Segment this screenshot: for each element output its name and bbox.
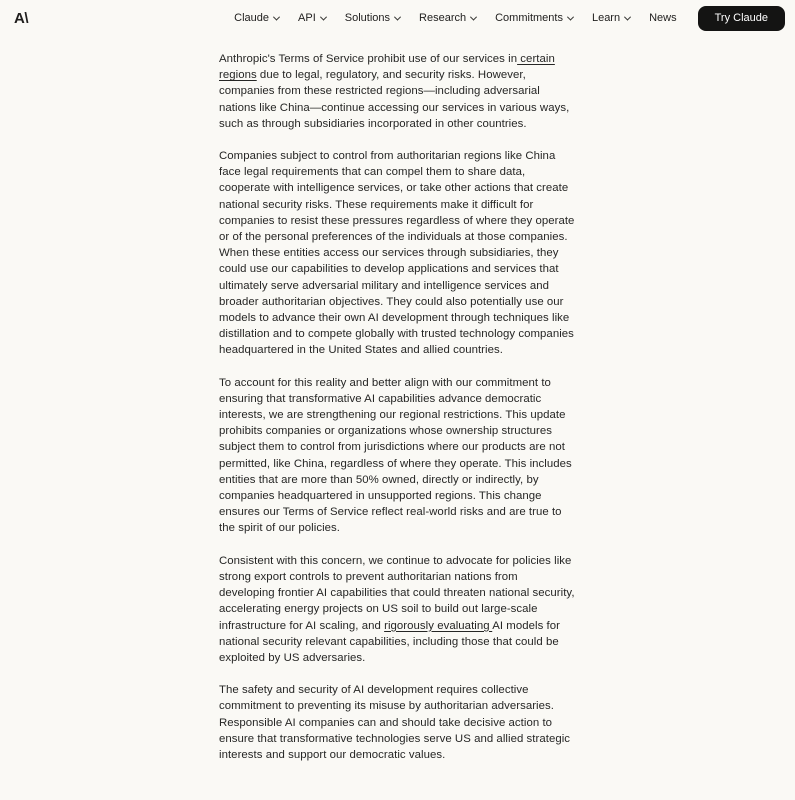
inline-link[interactable]: certain regions bbox=[219, 53, 555, 82]
nav-item-claude[interactable] bbox=[234, 12, 279, 24]
paragraph-text: Companies subject to control from authoritarian regions like China face legal requirements that can compel them to share data, cooperate with intelligence services, or take other actions that create national security risks. These requirements make it difficult for companies to resist these pressures regardless of where they operate or of the personal preferences of the individuals at those companies. When these entities access our services through subsidiaries, they could use our capabilities to develop applications and services that ultimately serve adversarial military and intelligence services and broader authoritarian objectives. They could also potentially use our models to advance their own AI development through techniques like distillation and to compete globally with trusted technology companies headquartered in the United States and allied countries. bbox=[219, 150, 575, 357]
inline-link[interactable]: rigorously evaluating bbox=[384, 619, 493, 632]
nav-item-label: Solutions bbox=[344, 12, 391, 24]
chevron-down-icon bbox=[624, 13, 631, 20]
article-paragraph bbox=[219, 375, 576, 537]
chevron-down-icon bbox=[567, 13, 574, 20]
article-paragraph bbox=[219, 51, 576, 132]
nav-item-label: Claude bbox=[234, 12, 270, 24]
page-main bbox=[0, 36, 795, 763]
article-paragraph bbox=[219, 553, 576, 666]
main-nav bbox=[234, 12, 676, 24]
chevron-down-icon bbox=[470, 13, 477, 20]
paragraph-text: Consistent with this concern, we continue to advocate for policies like strong export controls to prevent authoritarian nations from developing frontier AI capabilities that could threaten national security, accelerating energy projects on US soil to build out large-scale infrastructure for AI scaling, and bbox=[219, 554, 575, 632]
article-paragraph bbox=[219, 682, 576, 763]
paragraph-text: AI models for national security relevant capabilities, including those that could be exploited by US adversaries. bbox=[219, 619, 560, 664]
article-paragraph bbox=[219, 148, 576, 359]
paragraph-text: The safety and security of AI development requires collective commitment to preventing its misuse by authoritarian adversaries. Responsible AI companies can and should take decisive action to ensure that transformative technologies serve US and allied strategic interests and support our democratic values. bbox=[219, 684, 571, 761]
paragraph-text: due to legal, regulatory, and security risks. However, companies from these restricted regions—including adversarial nations like China—continue accessing our services in various ways, such as through subsidiaries incorporated in other countries. bbox=[219, 69, 570, 130]
article-body bbox=[219, 36, 576, 763]
try-claude-button[interactable]: Try Claude bbox=[698, 6, 785, 31]
anthropic-logo[interactable]: A\ bbox=[14, 9, 28, 27]
nav-item-label: Research bbox=[419, 12, 467, 24]
nav-item-label: Commitments bbox=[495, 12, 563, 24]
nav-item-api[interactable] bbox=[298, 12, 326, 24]
nav-item-news[interactable] bbox=[649, 12, 677, 24]
paragraph-text: To account for this reality and better align with our commitment to ensuring that transformative AI capabilities advance democratic interests, we are strengthening our regional restrictions. This update prohibits companies or organizations whose ownership structures subject them to control from jurisdictions where our products are not permitted, like China, regardless of where they operate. This includes entities that are more than 50% owned, directly or indirectly, by companies headquartered in unsupported regions. This change ensures our Terms of Service reflect real-world risks and are true to the spirit of our policies. bbox=[219, 376, 572, 535]
nav-item-label: Learn bbox=[591, 12, 621, 24]
nav-item-label: API bbox=[298, 12, 316, 24]
nav-item-commitments[interactable] bbox=[495, 12, 573, 24]
header-right bbox=[234, 6, 785, 31]
nav-item-label: News bbox=[649, 12, 677, 24]
chevron-down-icon bbox=[273, 13, 280, 20]
chevron-down-icon bbox=[394, 13, 401, 20]
paragraph-text: Anthropic's Terms of Service prohibit use of our services in bbox=[219, 53, 518, 65]
site-header bbox=[0, 0, 795, 36]
nav-item-solutions[interactable] bbox=[345, 12, 400, 24]
nav-item-learn[interactable] bbox=[592, 12, 630, 24]
nav-item-research[interactable] bbox=[419, 12, 476, 24]
chevron-down-icon bbox=[320, 13, 327, 20]
